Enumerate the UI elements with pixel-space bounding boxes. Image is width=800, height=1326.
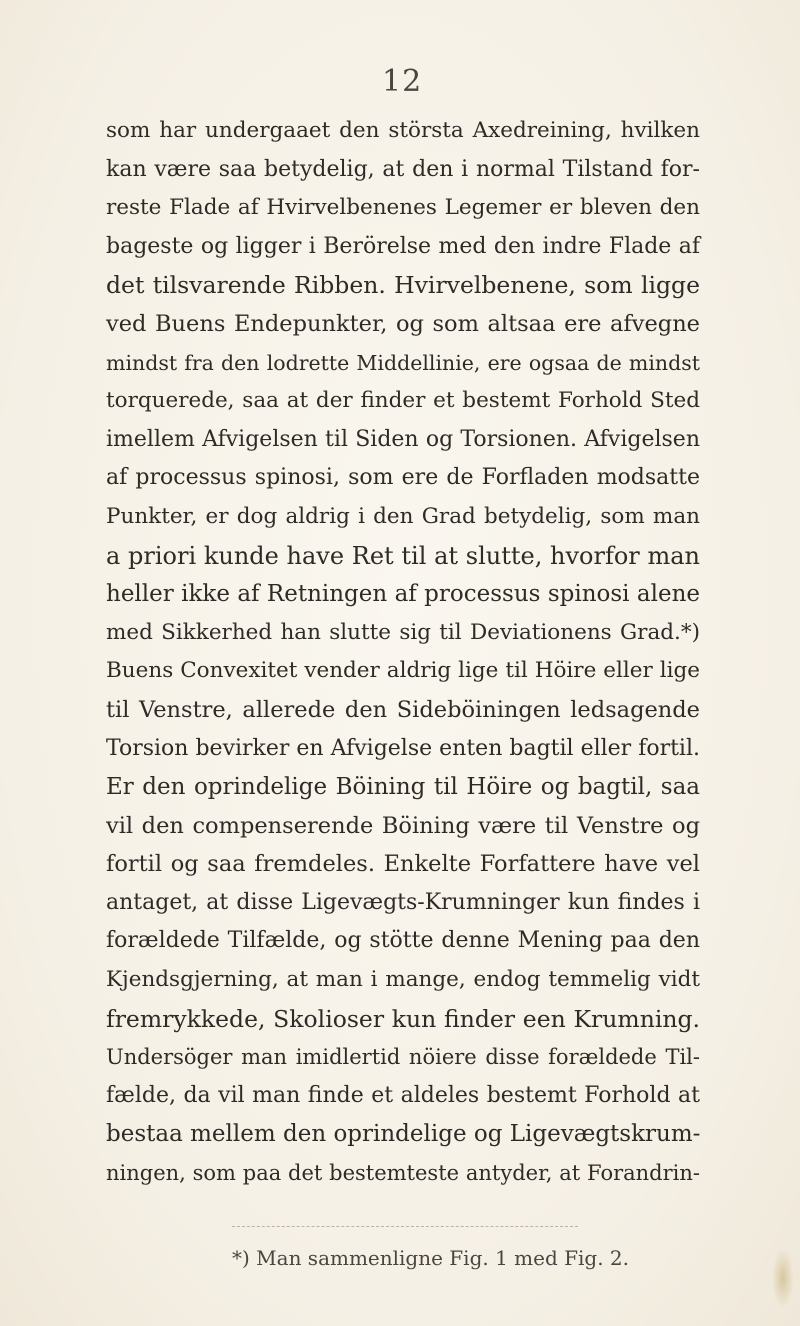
text-line: antaget, at disse Ligevægts-Krumninger kun findes i — [106, 889, 700, 915]
text-line: imellem Afvigelsen til Siden og Torsionen. Afvigelsen — [106, 426, 700, 452]
text-line: a priori kunde have Ret til at slutte, hvorfor man — [106, 541, 700, 570]
text-line: Kjendsgjerning, at man i mange, endog temmelig vidt — [106, 967, 700, 993]
text-line: forældede Tilfælde, og stötte denne Mening paa den — [106, 928, 700, 954]
text-line: Punkter, er dog aldrig i den Grad betydelig, som man — [106, 503, 700, 529]
text-line: fortil og saa fremdeles. Enkelte Forfattere have vel — [106, 851, 700, 878]
text-line: bageste og ligger i Berörelse med den indre Flade af — [106, 233, 700, 259]
text-line: mindst fra den lodrette Middellinie, ere ogsaa de mindst — [106, 350, 700, 375]
text-line: bestaa mellem den oprindelige og Ligevægtskrum- — [106, 1121, 701, 1148]
text-line: med Sikkerhed han slutte sig til Deviationens Grad.*) — [106, 619, 700, 645]
text-line: til Venstre, allerede den Sideböiningen ledsagende — [106, 696, 700, 723]
text-line: det tilsvarende Ribben. Hvirvelbenene, som ligge — [106, 271, 700, 300]
text-line: ved Buens Endepunkter, og som altsaa ere afvegne — [106, 310, 700, 337]
text-line: vil den compenserende Böining være til Venstre og — [106, 812, 700, 839]
text-line: Er den oprindelige Böining til Höire og bagtil, saa — [106, 774, 700, 801]
page-number: 12 — [382, 64, 423, 99]
text-line: Torsion bevirker en Afvigelse enten bagtil eller fortil. — [106, 735, 700, 761]
footnote: *) Man sammenligne Fig. 1 med Fig. 2. — [232, 1246, 630, 1270]
text-line: Buens Convexitet vender aldrig lige til Höire eller lige — [106, 658, 700, 684]
text-line: reste Flade af Hvirvelbenenes Legemer er bleven den — [106, 195, 700, 221]
text-line: torquerede, saa at der finder et bestemt Forhold Sted — [106, 388, 700, 414]
text-line: fælde, da vil man finde et aldeles bestemt Forhold at — [106, 1082, 700, 1108]
text-line: kan være saa betydelig, at den i normal Tilstand for- — [106, 156, 700, 182]
paper-stain — [772, 1248, 794, 1308]
text-line: Undersöger man imidlertid nöiere disse forældede Til- — [106, 1045, 700, 1070]
text-line: heller ikke af Retningen af processus spinosi alene — [106, 581, 700, 608]
text-line: af processus spinosi, som ere de Forfladen modsatte — [106, 465, 700, 491]
text-line: som har undergaaet den största Axedreining, hvilken — [106, 118, 700, 143]
text-line: ningen, som paa det bestemteste antyder, at Forandrin- — [106, 1161, 700, 1186]
body-text — [106, 112, 700, 1193]
text-line: fremrykkede, Skolioser kun finder een Krumning. — [106, 1004, 700, 1033]
footnote-separator — [232, 1226, 578, 1227]
